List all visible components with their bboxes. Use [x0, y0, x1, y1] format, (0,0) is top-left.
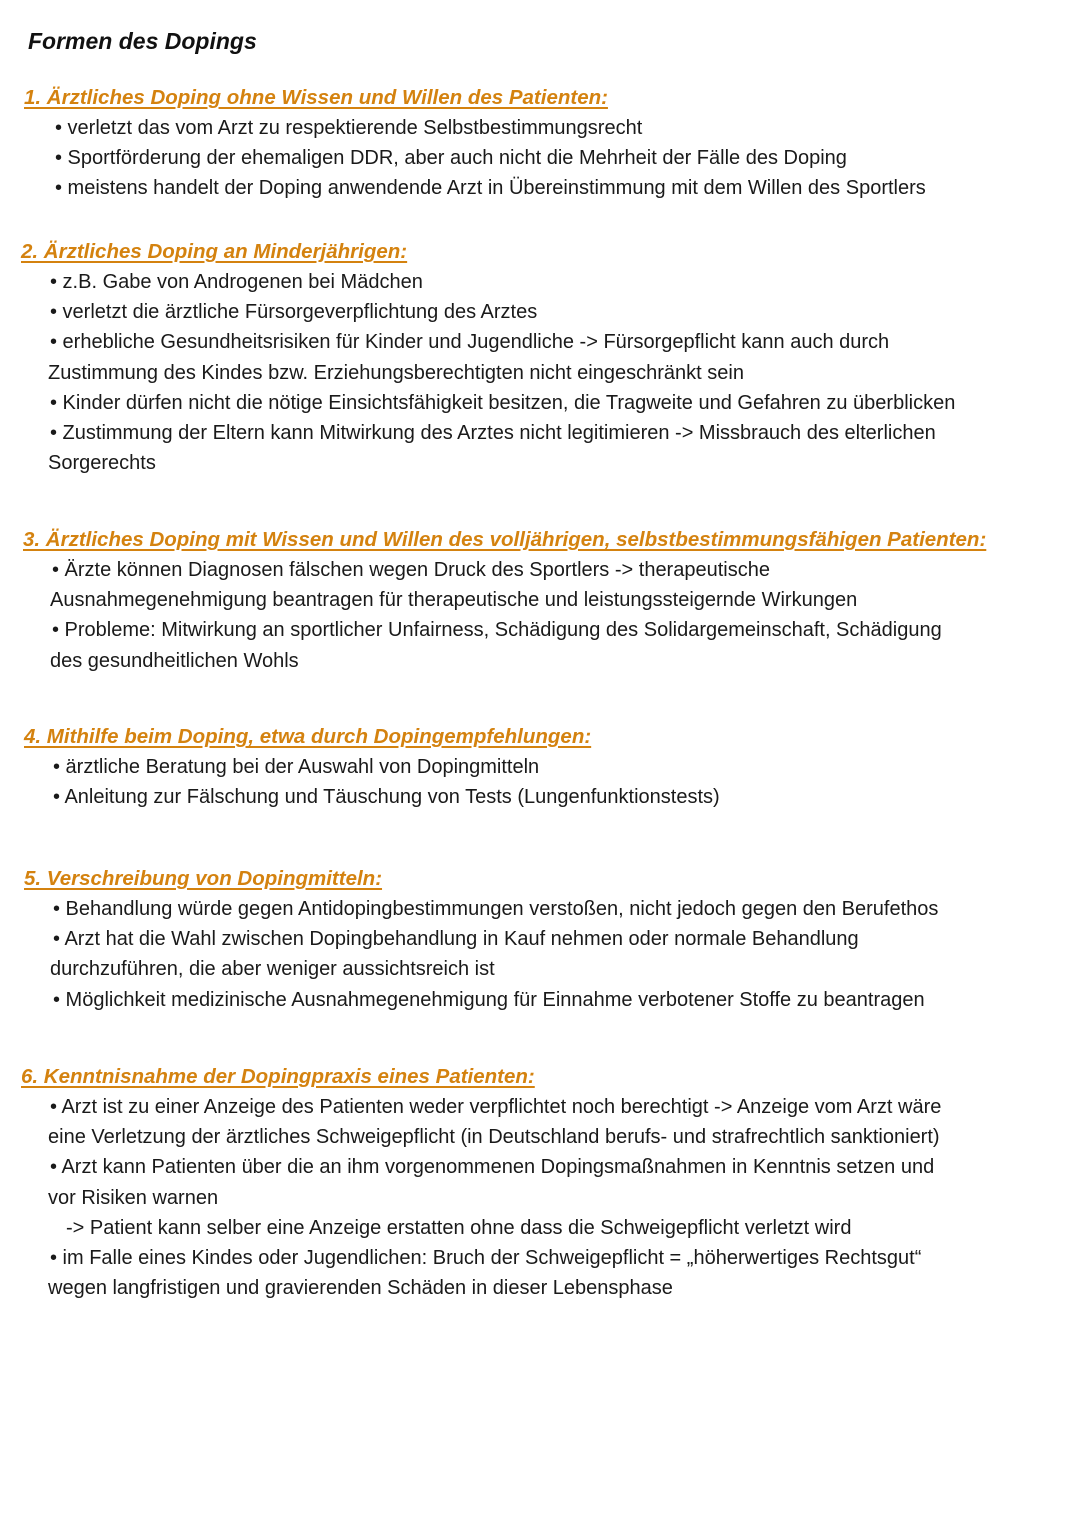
section-lines: [0, 267, 1080, 478]
section-heading: 6. Kenntnisnahme der Dopingpraxis eines Patienten:: [21, 1065, 535, 1088]
section-heading: 2. Ärztliches Doping an Minderjährigen:: [21, 240, 408, 263]
text-line: vor Risiken warnen: [48, 1186, 219, 1209]
section-lines: [0, 555, 1080, 676]
text-line: eine Verletzung der ärztliches Schweigepflicht (in Deutschland berufs- und strafrechtlich sanktioniert): [48, 1126, 940, 1149]
section-lines: [53, 752, 1080, 812]
text-line: durchzuführen, die aber weniger aussichtsreich ist: [50, 958, 495, 981]
section-heading: 5. Verschreibung von Dopingmitteln:: [24, 867, 383, 890]
text-line: • verletzt das vom Arzt zu respektierende Selbstbestimmungsrecht: [55, 117, 643, 139]
text-line: • erhebliche Gesundheitsrisiken für Kinder und Jugendliche -> Fürsorgepflicht kann auch durch: [50, 331, 890, 354]
text-line: • Arzt kann Patienten über die an ihm vorgenommenen Dopingsmaßnahmen in Kenntnis setzen und: [50, 1156, 935, 1179]
text-line: • Kinder dürfen nicht die nötige Einsichtsfähigkeit besitzen, die Tragweite und Gefahren zu überblicken: [50, 391, 956, 414]
section-6: [0, 1062, 1080, 1303]
text-line: • Möglichkeit medizinische Ausnahmegenehmigung für Einnahme verbotener Stoffe zu beantragen: [53, 988, 925, 1011]
text-line: • verletzt die ärztliche Fürsorgeverpflichtung des Arztes: [50, 301, 538, 324]
text-line: • im Falle eines Kindes oder Jugendlichen: Bruch der Schweigepflicht = „höherwertiges Rechtsgut“: [50, 1247, 922, 1270]
section-2: [0, 237, 1080, 478]
section-lines: [55, 113, 1080, 204]
text-line: wegen langfristigen und gravierenden Schäden in dieser Lebensphase: [48, 1277, 673, 1300]
text-line: • Sportförderung der ehemaligen DDR, aber auch nicht die Mehrheit der Fälle des Doping: [55, 147, 847, 170]
text-line: • Zustimmung der Eltern kann Mitwirkung des Arztes nicht legitimieren -> Missbrauch des elterlichen: [50, 422, 936, 445]
text-line: • Anleitung zur Fälschung und Täuschung von Tests (Lungenfunktionstests): [53, 786, 720, 809]
document-title: Formen des Dopings: [28, 28, 257, 54]
section-3: [0, 525, 1080, 676]
section-lines: [0, 894, 1080, 1015]
text-line: • ärztliche Beratung bei der Auswahl von Dopingmitteln: [53, 756, 540, 778]
text-line: Zustimmung des Kindes bzw. Erziehungsberechtigten nicht eingeschränkt sein: [48, 361, 744, 384]
section-1: [0, 83, 1080, 204]
text-line: • Behandlung würde gegen Antidopingbestimmungen verstoßen, nicht jedoch gegen den Berufethos: [53, 898, 939, 920]
section-heading: 1. Ärztliches Doping ohne Wissen und Willen des Patienten:: [24, 86, 608, 109]
section-4: [0, 722, 1080, 812]
text-line: • meistens handelt der Doping anwendende Arzt in Übereinstimmung mit dem Willen des Sportlers: [55, 177, 926, 200]
text-line: • Arzt ist zu einer Anzeige des Patienten weder verpflichtet noch berechtigt -> Anzeige vom Arzt wäre: [50, 1096, 942, 1118]
text-line: Ausnahmegenehmigung beantragen für therapeutische und leistungssteigernde Wirkungen: [50, 589, 858, 612]
text-line: des gesundheitlichen Wohls: [50, 649, 299, 672]
text-line: • Arzt hat die Wahl zwischen Dopingbehandlung in Kauf nehmen oder normale Behandlung: [53, 928, 859, 951]
text-line: • Probleme: Mitwirkung an sportlicher Unfairness, Schädigung des Solidargemeinschaft, Schädigung: [52, 619, 942, 642]
text-line: Sorgerechts: [48, 452, 156, 475]
text-line: • z.B. Gabe von Androgenen bei Mädchen: [50, 271, 423, 293]
text-line: -> Patient kann selber eine Anzeige erstatten ohne dass die Schweigepflicht verletzt wird: [66, 1216, 852, 1239]
text-line: • Ärzte können Diagnosen fälschen wegen Druck des Sportlers -> therapeutische: [52, 559, 770, 581]
section-lines: [0, 1092, 1080, 1303]
section-heading: 3. Ärztliches Doping mit Wissen und Willen des volljährigen, selbstbestimmungsfähigen Patienten:: [23, 528, 987, 551]
section-heading: 4. Mithilfe beim Doping, etwa durch Dopingempfehlungen:: [24, 725, 592, 748]
section-5: [0, 864, 1080, 1015]
